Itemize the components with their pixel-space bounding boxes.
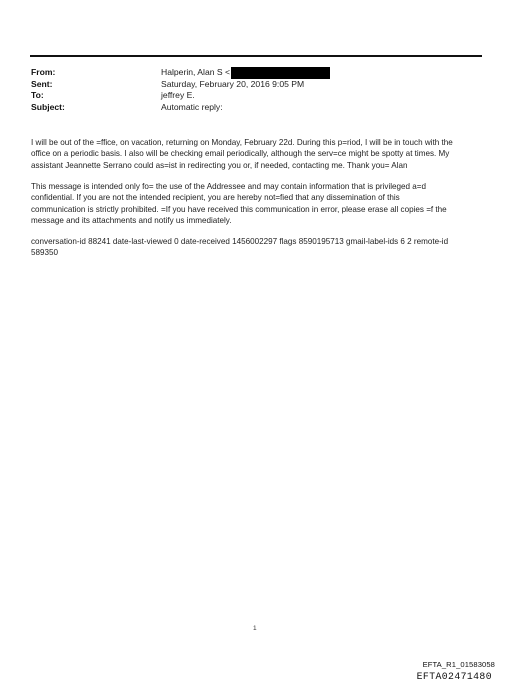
body-line: communication is strictly prohibited. =If you have received this communication in error, please erase all copies =f the (31, 204, 447, 214)
bates-number-primary: EFTA_R1_01583058 (422, 660, 495, 669)
redaction-block (231, 67, 330, 79)
to-value: jeffrey E. (161, 90, 195, 101)
body-line: conversation-id 88241 date-last-viewed 0 date-received 1456002297 flags 8590195713 gmail-label-ids 6 2 remote-id (31, 237, 449, 246)
subject-row (31, 102, 471, 114)
page-number: 1 (253, 625, 257, 632)
auto-reply-paragraph (31, 137, 487, 171)
metadata-paragraph (31, 236, 487, 259)
body-line: message and its attachments and notify us immediately. (31, 215, 232, 225)
bates-number-secondary: EFTA02471480 (416, 671, 492, 682)
sent-row (31, 79, 471, 91)
body-line: This message is intended only fo= the use of the Addressee and may contain information that is privileged a=d (31, 182, 427, 191)
to-label: To: (31, 90, 44, 101)
subject-value: Automatic reply: (161, 101, 223, 112)
body-line: office on a periodic basis. I also will be checking email periodically, although the serv=ce might be spotty at times. My (31, 149, 450, 159)
email-header (31, 67, 471, 113)
body-line: I will be out of the =ffice, on vacation, returning on Monday, February 22d. During this p=riod, I will be in touch with the (31, 138, 453, 147)
from-sender: Halperin, Alan S < (161, 67, 231, 78)
body-line: confidential. If you are not the intended recipient, you are hereby not=fied that any dissemination of this (31, 193, 400, 203)
body-line: assistant Jeannette Serrano could as=ist in redirecting you or, if needed, contacting me. Thank you= Alan (31, 160, 408, 170)
body-line: 589350 (31, 248, 59, 258)
from-value (161, 67, 330, 79)
header-divider (30, 55, 482, 57)
confidentiality-paragraph (31, 181, 487, 226)
subject-label: Subject: (31, 101, 65, 112)
sent-value: Saturday, February 20, 2016 9:05 PM (161, 78, 305, 89)
sent-label: Sent: (31, 78, 53, 89)
from-row (31, 67, 471, 79)
from-label: From: (31, 67, 56, 78)
to-row (31, 90, 471, 102)
